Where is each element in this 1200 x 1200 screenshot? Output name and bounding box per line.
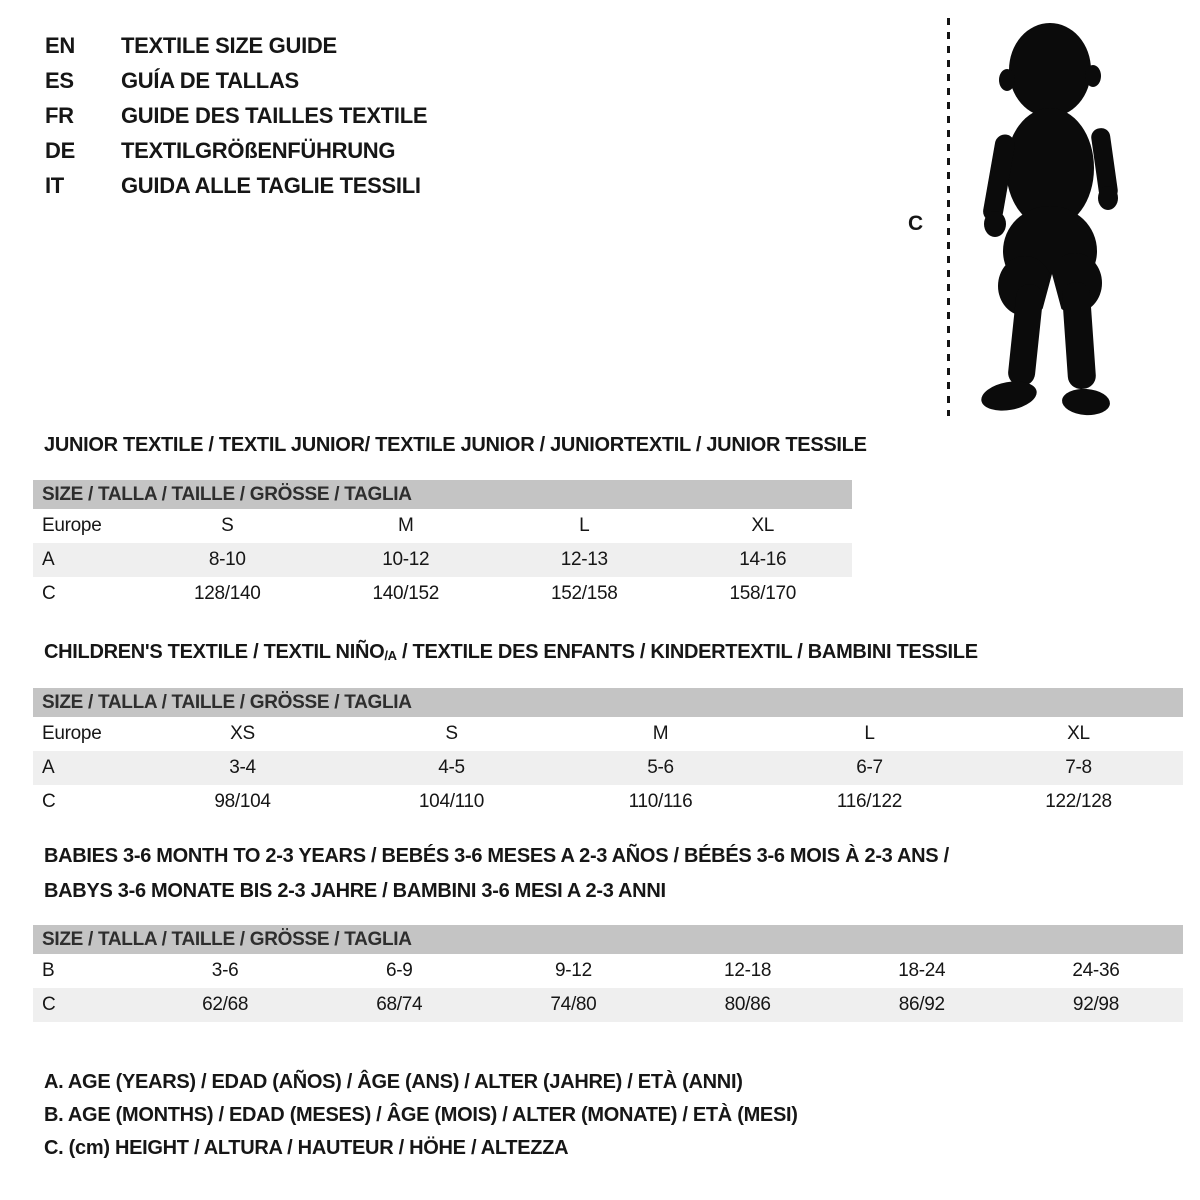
- table-row: [33, 509, 852, 543]
- value-cell: 12-18: [724, 960, 772, 981]
- height-measure-label: C: [908, 212, 923, 235]
- guide-title: GUIDE DES TAILLES TEXTILE: [121, 102, 428, 128]
- babies-section-title-line2: BABYS 3-6 MONATE BIS 2-3 JAHRE / BAMBINI 3-6 MESI A 2-3 ANNI: [44, 880, 666, 902]
- value-cell: 3-6: [211, 960, 239, 981]
- row-label: B: [42, 960, 55, 981]
- table-row: [33, 577, 852, 611]
- value-cell: 80/86: [724, 994, 771, 1015]
- value-cell: 62/68: [202, 994, 249, 1015]
- value-cell: 5-6: [647, 757, 674, 778]
- list-item: [45, 98, 427, 133]
- size-cell: M: [397, 515, 414, 536]
- legend-line-a: A. AGE (YEARS) / EDAD (AÑOS) / ÂGE (ANS) / ALTER (JAHRE) / ETÀ (ANNI): [44, 1071, 743, 1093]
- table-row: [33, 751, 1183, 785]
- legend-line-c: C. (cm) HEIGHT / ALTURA / HAUTEUR / HÖHE / ALTEZZA: [44, 1137, 569, 1159]
- row-label: C: [42, 791, 56, 812]
- table-row: [33, 954, 1183, 988]
- language-code: EN: [45, 32, 75, 58]
- children-size-table: [33, 688, 1183, 819]
- legend-line-b: B. AGE (MONTHS) / EDAD (MESES) / ÂGE (MOIS) / ALTER (MONATE) / ETÀ (MESI): [44, 1104, 798, 1126]
- junior-size-table: [33, 480, 852, 611]
- size-header-text: SIZE / TALLA / TAILLE / GRÖSSE / TAGLIA: [42, 483, 412, 505]
- value-cell: 104/110: [418, 791, 485, 812]
- value-cell: 14-16: [739, 549, 787, 570]
- size-cell: XL: [1067, 723, 1090, 744]
- region-label: Europe: [42, 723, 102, 744]
- children-title-post: / TEXTILE DES ENFANTS / KINDERTEXTIL / BAMBINI TESSILE: [396, 641, 978, 663]
- list-item: [45, 63, 427, 98]
- table-row: [33, 717, 1183, 751]
- size-cell: S: [221, 515, 234, 536]
- row-label: A: [42, 757, 55, 778]
- list-item: [45, 168, 427, 203]
- value-cell: 4-5: [438, 757, 465, 778]
- junior-section-title: JUNIOR TEXTILE / TEXTIL JUNIOR/ TEXTILE JUNIOR / JUNIORTEXTIL / JUNIOR TESSILE: [44, 434, 867, 456]
- value-cell: 122/128: [1045, 791, 1112, 812]
- language-code: DE: [45, 137, 75, 163]
- size-header-text: SIZE / TALLA / TAILLE / GRÖSSE / TAGLIA: [42, 691, 412, 713]
- language-code: FR: [45, 102, 74, 128]
- list-item: [45, 28, 427, 63]
- size-header-text: SIZE / TALLA / TAILLE / GRÖSSE / TAGLIA: [42, 928, 412, 950]
- value-cell: 158/170: [729, 583, 797, 604]
- babies-size-table: [33, 925, 1183, 1022]
- table-row: [33, 988, 1183, 1022]
- value-cell: 140/152: [372, 583, 440, 604]
- size-header-bar: [33, 688, 1183, 717]
- value-cell: 6-9: [385, 960, 413, 981]
- guide-title: TEXTILE SIZE GUIDE: [121, 32, 337, 58]
- size-cell: XL: [751, 515, 775, 536]
- children-title-sub: /A: [384, 648, 397, 663]
- value-cell: 18-24: [898, 960, 946, 981]
- value-cell: 12-13: [560, 549, 608, 570]
- measurement-legend: [44, 1066, 798, 1165]
- value-cell: 92/98: [1072, 994, 1119, 1015]
- value-cell: 68/74: [376, 994, 423, 1015]
- guide-title: TEXTILGRÖßENFÜHRUNG: [121, 137, 396, 163]
- list-item: [45, 133, 427, 168]
- children-section-title: [44, 641, 978, 664]
- size-cell: XS: [230, 723, 255, 744]
- height-measure-dashed-line: [947, 18, 950, 416]
- value-cell: 110/116: [628, 791, 693, 812]
- value-cell: 8-10: [208, 549, 246, 570]
- value-cell: 24-36: [1072, 960, 1120, 981]
- row-label: C: [42, 994, 56, 1015]
- toddler-silhouette-icon: [962, 16, 1144, 423]
- language-title-list: [45, 28, 427, 203]
- size-header-bar: [33, 480, 852, 509]
- size-header-bar: [33, 925, 1183, 954]
- value-cell: 98/104: [214, 791, 271, 812]
- children-title-pre: CHILDREN'S TEXTILE / TEXTIL NIÑO: [44, 641, 385, 663]
- value-cell: 7-8: [1065, 757, 1092, 778]
- value-cell: 86/92: [898, 994, 945, 1015]
- value-cell: 152/158: [550, 583, 618, 604]
- language-code: ES: [45, 67, 74, 93]
- value-cell: 128/140: [193, 583, 261, 604]
- size-cell: S: [445, 723, 458, 744]
- value-cell: 116/122: [836, 791, 903, 812]
- value-cell: 6-7: [856, 757, 883, 778]
- table-row: [33, 543, 852, 577]
- size-cell: L: [579, 515, 590, 536]
- table-row: [33, 785, 1183, 819]
- value-cell: 74/80: [550, 994, 597, 1015]
- region-label: Europe: [42, 515, 102, 536]
- row-label: A: [42, 549, 55, 570]
- size-cell: L: [864, 723, 875, 744]
- babies-section-title-line1: BABIES 3-6 MONTH TO 2-3 YEARS / BEBÉS 3-6 MESES A 2-3 AÑOS / BÉBÉS 3-6 MOIS À 2-3 ANS /: [44, 845, 949, 867]
- value-cell: 10-12: [382, 549, 430, 570]
- value-cell: 9-12: [555, 960, 592, 981]
- language-code: IT: [45, 172, 64, 198]
- size-cell: M: [652, 723, 669, 744]
- guide-title: GUIDA ALLE TAGLIE TESSILI: [121, 172, 421, 198]
- row-label: C: [42, 583, 56, 604]
- guide-title: GUÍA DE TALLAS: [121, 67, 299, 93]
- value-cell: 3-4: [229, 757, 256, 778]
